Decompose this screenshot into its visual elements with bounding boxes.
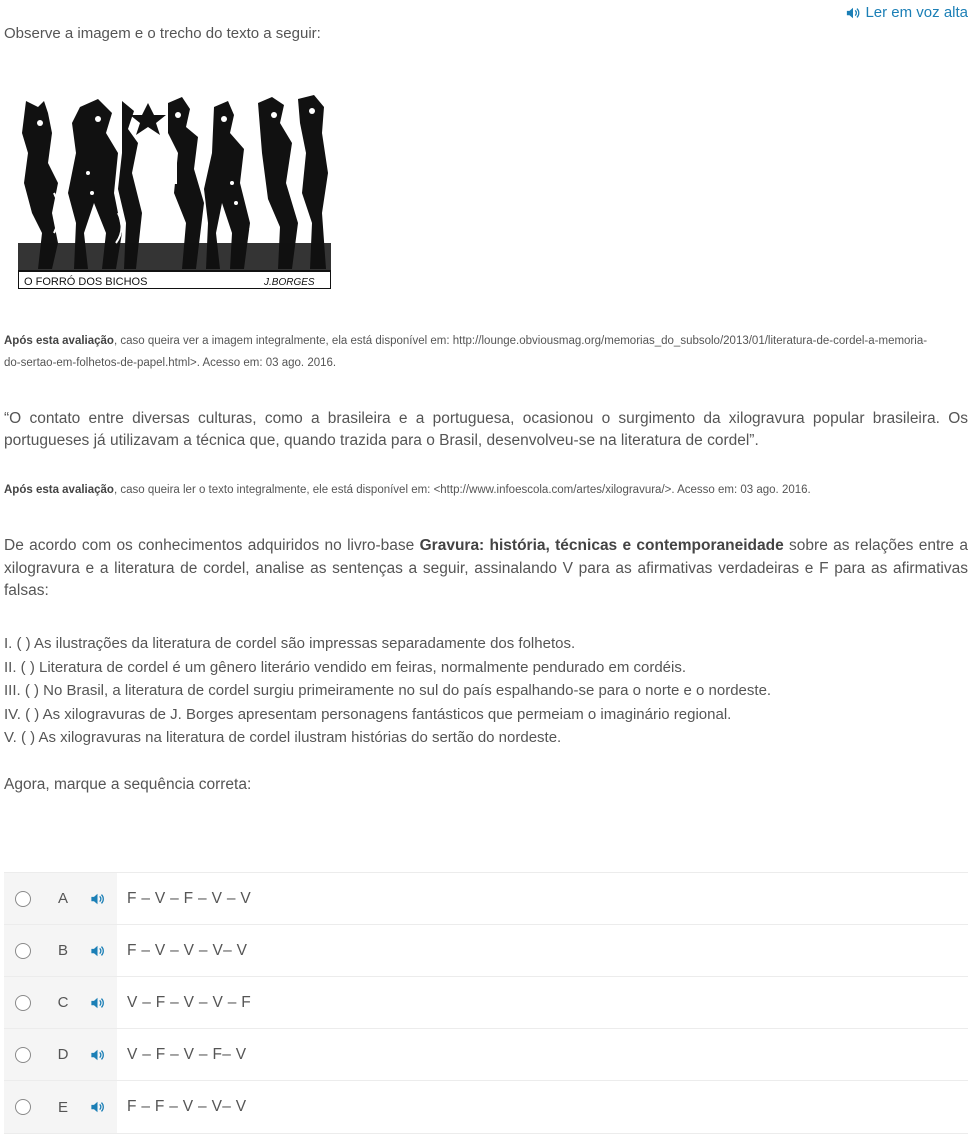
image-caption-left: O FORRÓ DOS BICHOS [24, 276, 148, 288]
option-letter: B [57, 942, 68, 959]
statement-item: II. ( ) Literatura de cordel é um gênero literário vendido em feiras, normalmente pendurado em cordéis. [4, 658, 687, 676]
statement-item: I. ( ) As ilustrações da literatura de cordel são impressas separadamente dos folhetos. [4, 635, 576, 652]
statement-item: V. ( ) As xilogravuras na literatura de cordel ilustram histórias do sertão do nordeste. [4, 729, 562, 746]
credit-line2: do-sertao-em-folhetos-de-papel.html>. Acesso em: 03 ago. 2016. [4, 357, 337, 369]
woodcut-image [18, 93, 331, 289]
radio-button[interactable] [15, 1047, 31, 1063]
radio-button[interactable] [15, 891, 31, 907]
book-title: Gravura: história, técnicas e contemporaneidade [419, 537, 784, 554]
image-caption-right: J.BORGES [264, 277, 315, 288]
speaker-icon[interactable] [90, 1100, 105, 1114]
option-text: V – F – V – V – F [127, 993, 251, 1011]
speaker-icon [846, 6, 860, 20]
text-credit [4, 479, 968, 501]
statements-list [4, 632, 771, 750]
speaker-icon[interactable] [90, 1048, 105, 1062]
option-b[interactable] [4, 924, 968, 976]
prompt-text: Agora, marque a sequência correta: [4, 776, 252, 793]
credit-rest: , caso queira ler o texto integralmente, ele está disponível em: <http://www.infoescola.com/artes/xilogravura/>. Acesso em: 03 ago. 2016. [113, 484, 811, 496]
answer-options [4, 872, 968, 1134]
question-pre: De acordo com os conhecimentos adquiridos no livro-base [4, 537, 420, 554]
image-credit [4, 330, 968, 374]
credit-line1: , caso queira ver a imagem integralmente, ela está disponível em: http://lounge.obviousmag.org/memorias_do_subsolo/2013/01/literatura-de-cordel-a-memoria- [113, 335, 928, 347]
option-text: V – F – V – F– V [127, 1045, 247, 1063]
question-post: sobre as relações entre a xilogravura e a literatura de cordel, analise as sentenças a seguir, assinalando V para as afirmativas verdadeiras e F para as afirmativas falsas: [4, 537, 968, 599]
speaker-icon[interactable] [90, 996, 105, 1010]
quote-text: “O contato entre diversas culturas, como a brasileira e a portuguesa, ocasionou o surgimento da xilogravura popular brasileira. Os portugueses já utilizavam a técnica que, quando trazida para o Brasil, desenvolveu-se na literatura de cordel”. [4, 410, 968, 449]
credit-bold: Após esta avaliação [4, 335, 114, 347]
option-letter: D [57, 1046, 69, 1063]
option-letter: A [57, 890, 68, 907]
option-a[interactable] [4, 872, 968, 924]
speaker-icon[interactable] [90, 944, 105, 958]
statement-item: III. ( ) No Brasil, a literatura de cordel surgiu primeiramente no sul do país espalhando-se para o norte e o nordeste. [4, 682, 772, 699]
speaker-icon[interactable] [90, 892, 105, 906]
question-text [4, 535, 968, 603]
intro-text: Observe a imagem e o trecho do texto a seguir: [4, 25, 321, 42]
option-letter: E [57, 1098, 68, 1116]
option-text: F – V – F – V – V [127, 889, 251, 907]
statement-item: IV. ( ) As xilogravuras de J. Borges apresentam personagens fantásticos que permeiam o imaginário regional. [4, 705, 732, 723]
option-c[interactable] [4, 976, 968, 1028]
option-e[interactable] [4, 1080, 968, 1134]
radio-button[interactable] [15, 995, 31, 1011]
option-letter: C [57, 994, 69, 1011]
read-aloud-button[interactable] [846, 4, 968, 21]
option-text: F – V – V – V– V [127, 941, 248, 959]
radio-button[interactable] [15, 1099, 31, 1115]
credit-bold: Após esta avaliação [4, 484, 114, 496]
option-d[interactable] [4, 1028, 968, 1080]
option-text: F – F – V – V– V [127, 1098, 247, 1115]
radio-button[interactable] [15, 943, 31, 959]
read-aloud-label: Ler em voz alta [865, 4, 968, 21]
